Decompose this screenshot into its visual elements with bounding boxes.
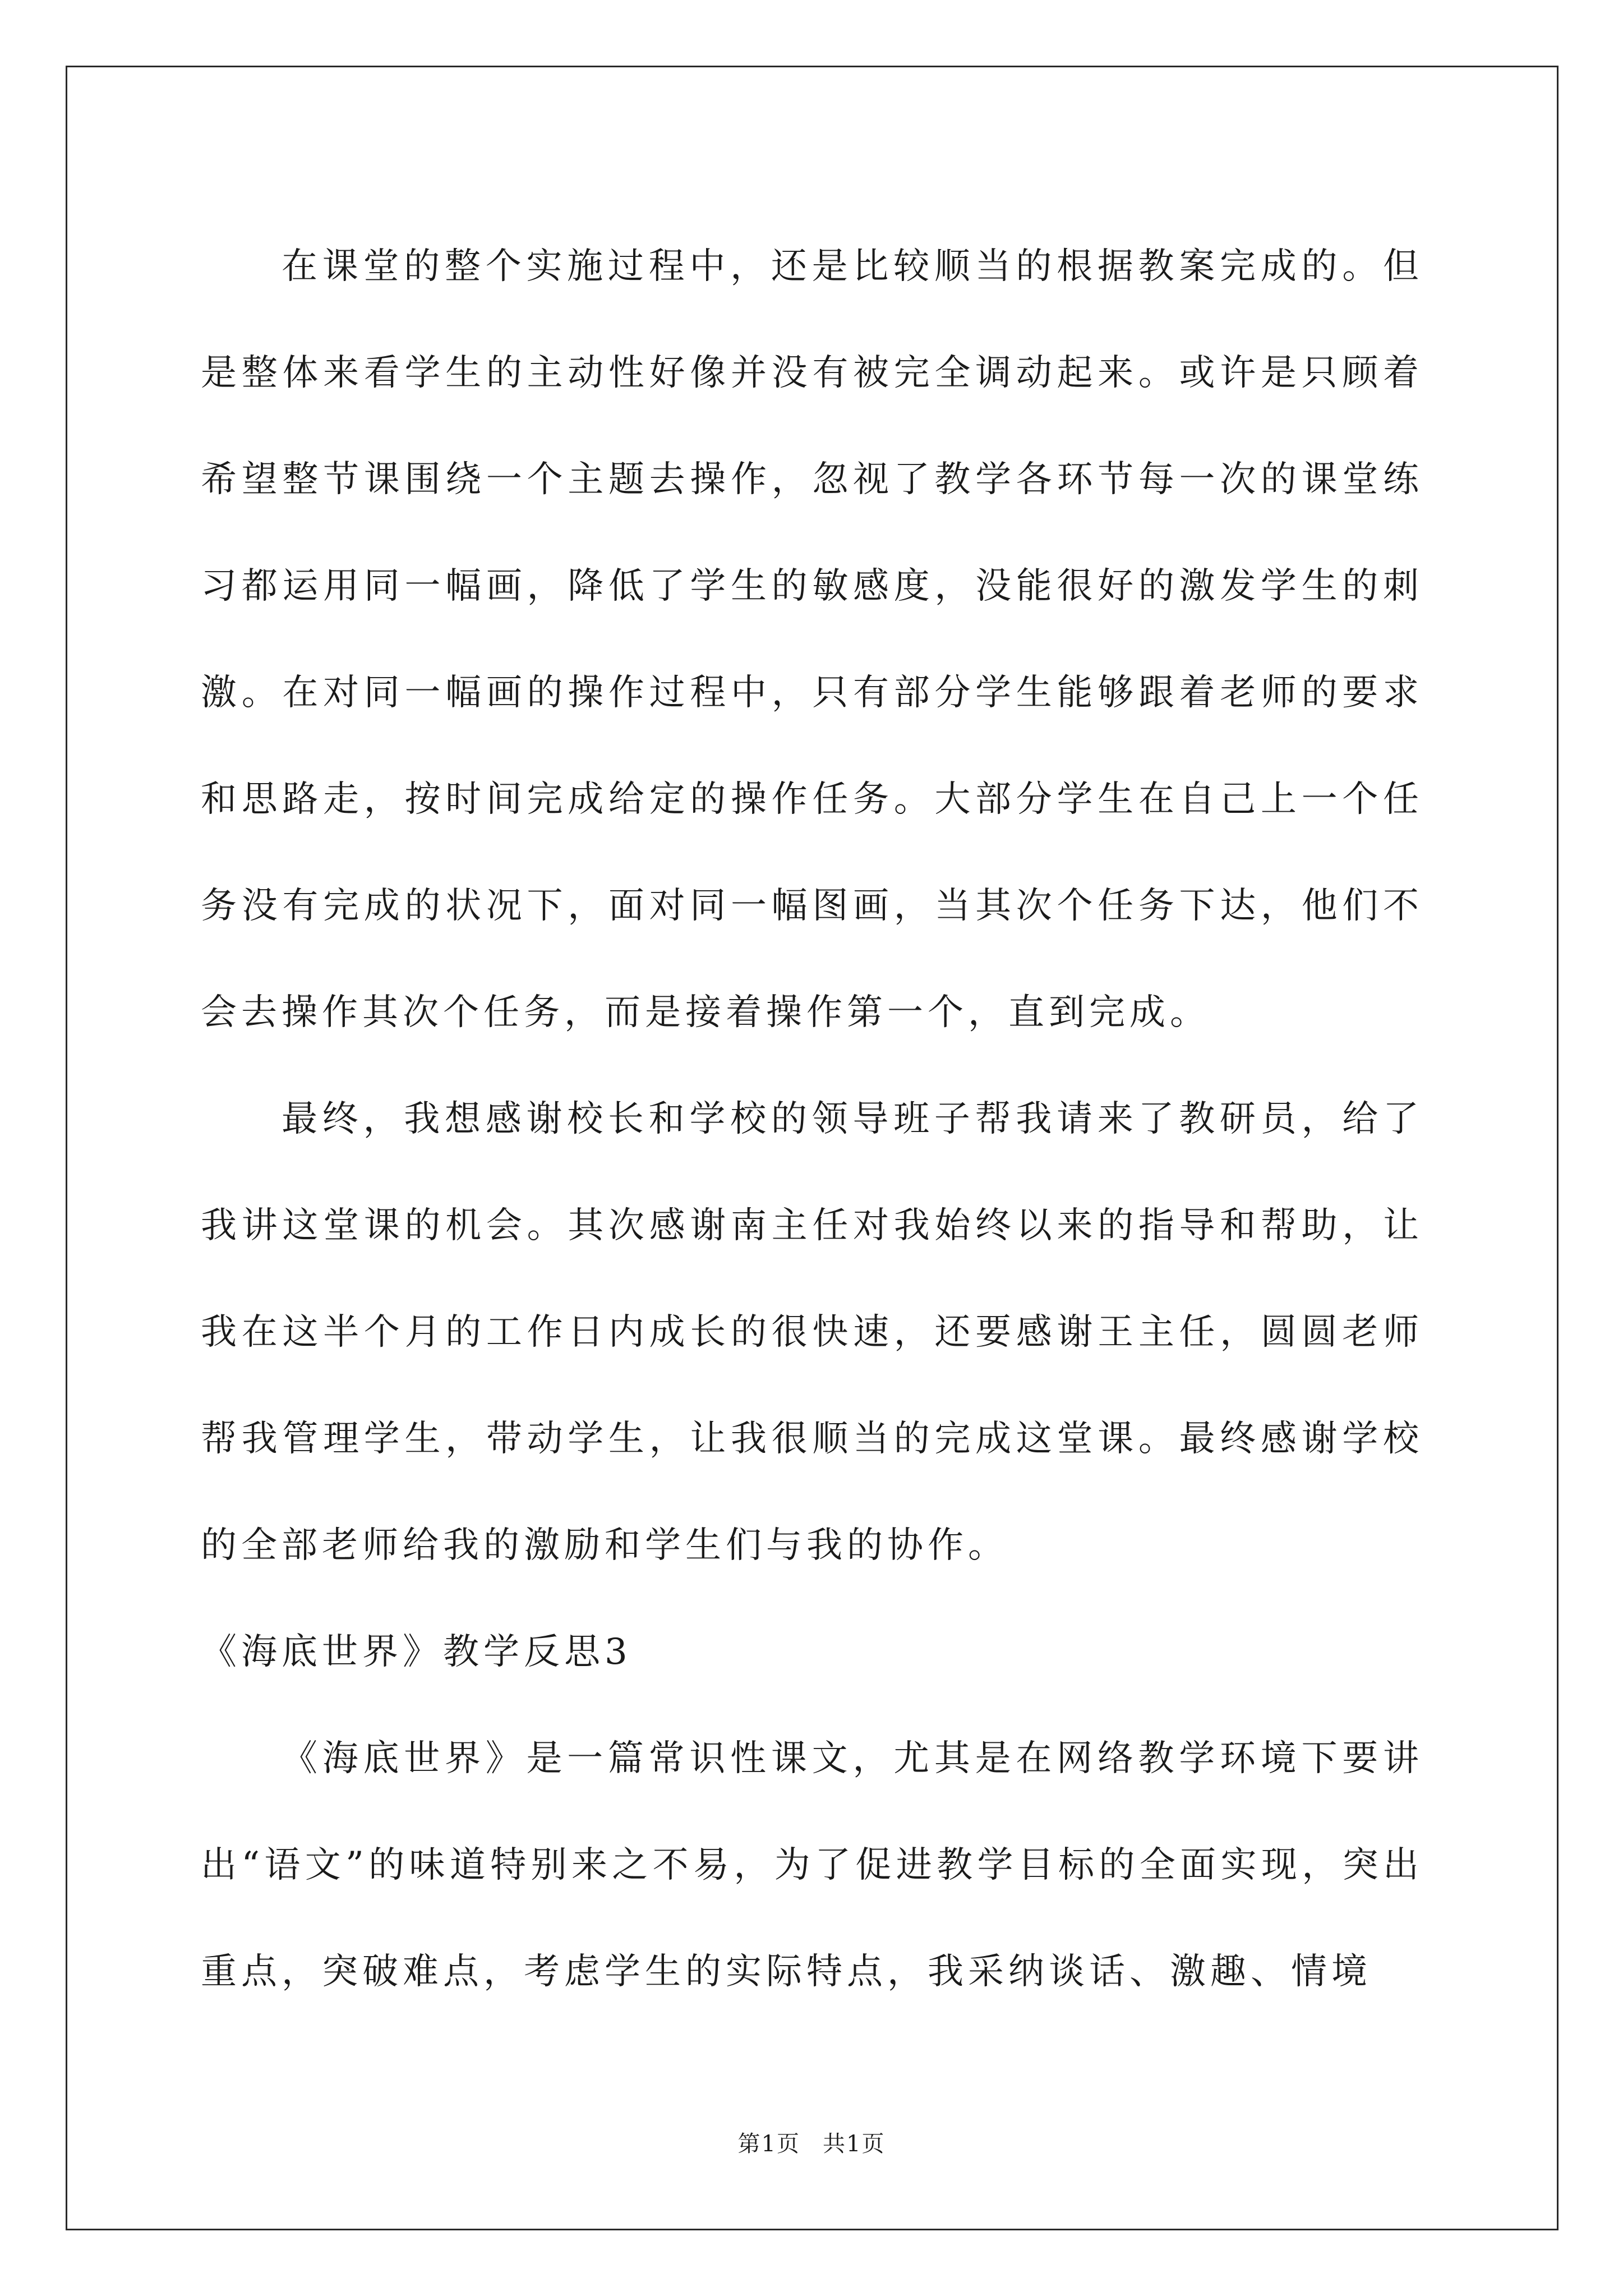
page-footer [0, 2126, 1623, 2158]
document-body [201, 213, 1423, 2025]
page-total: 共1页 [823, 2131, 886, 2157]
paragraph-acknowledgements: 最终，我想感谢校长和学校的领导班子帮我请来了教研员，给了我讲这堂课的机会。其次感谢南主任对我始终以来的指导和帮助，让我在这半个月的工作日内成长的很快速，还要感谢王主任，圆圆老师帮我管理学生，带动学生，让我很顺当的完成这堂课。最终感谢学校的全部老师给我的激励和学生们与我的协作。 [201, 1098, 1423, 1566]
paragraph-section-intro: 《海底世界》是一篇常识性课文，尤其是在网络教学环境下要讲出“语文”的味道特别来之不易，为了促进教学目标的全面实现，突出重点，突破难点，考虑学生的实际特点，我采纳谈话、激趣、情境 [201, 1738, 1423, 1993]
page-number: 第1页 [737, 2131, 800, 2157]
section-heading: 《海底世界》教学反思3 [201, 1631, 632, 1673]
paragraph-implementation-reflection: 在课堂的整个实施过程中，还是比较顺当的根据教案完成的。但是整体来看学生的主动性好像并没有被完全调动起来。或许是只顾着希望整节课围绕一个主题去操作，忽视了教学各环节每一次的课堂练习都运用同一幅画，降低了学生的敏感度，没能很好的激发学生的刺激。在对同一幅画的操作过程中，只有部分学生能够跟着老师的要求和思路走，按时间完成给定的操作任务。大部分学生在自己上一个任务没有完成的状况下，面对同一幅图画，当其次个任务下达，他们不会去操作其次个任务，而是接着操作第一个，直到完成。 [201, 246, 1423, 1033]
